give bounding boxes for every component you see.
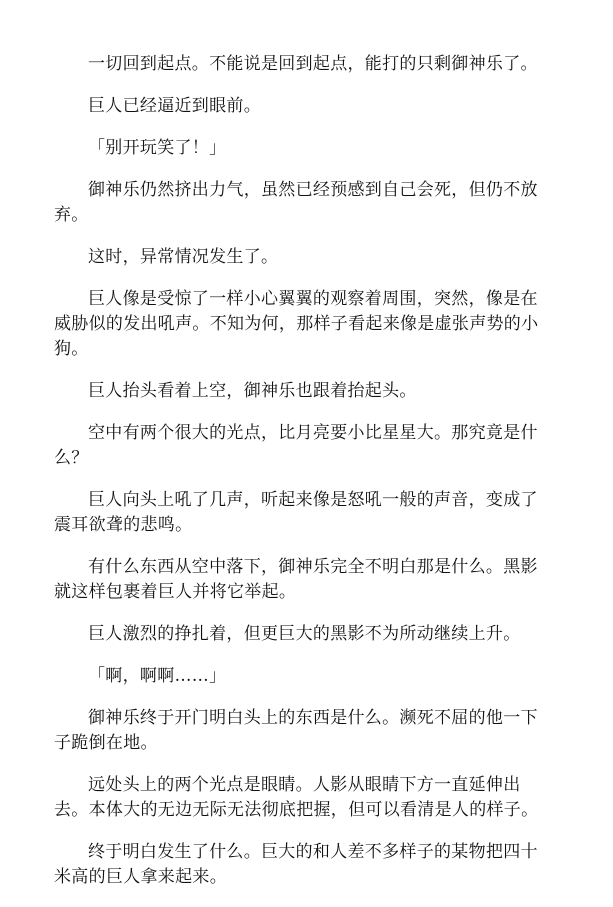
body-text [54,52,554,907]
paragraph: 空中有两个很大的光点，比月亮要小比星星大。那究竟是什么？ [54,423,538,468]
paragraph: 一切回到起点。不能说是回到起点，能打的只剩御神乐了。 [88,54,538,74]
dialogue-paragraph: 「啊，啊啊……」 [88,666,227,686]
paragraph: 有什么东西从空中落下，御神乐完全不明白那是什么。黑影就这样包裹着巨人并将它举起。 [54,557,538,602]
paragraph: 远处头上的两个光点是眼睛。人影从眼睛下方一直延伸出去。本体大的无边无际无法彻底把握，但可以看清是人的样子。 [54,775,539,820]
paragraph: 巨人已经逼近到眼前。 [88,96,261,116]
paragraph: 这时，异常情况发生了。 [88,247,279,267]
paragraph: 巨人抬头看着上空，御神乐也跟着抬起头。 [88,381,417,401]
paragraph: 御神乐仍然挤出力气，虽然已经预感到自己会死，但仍不放弃。 [54,180,538,225]
paragraph: 巨人向头上吼了几声，听起来像是怒吼一般的声音，变成了震耳欲聋的悲鸣。 [54,490,538,535]
paragraph: 御神乐终于开门明白头上的东西是什么。濒死不屈的他一下子跪倒在地。 [54,708,538,753]
dialogue-paragraph: 「别开玩笑了！」 [88,138,227,158]
paragraph: 巨人像是受惊了一样小心翼翼的观察着周围，突然，像是在威胁似的发出吼声。不知为何，那样子看起来像是虚张声势的小狗。 [54,289,539,359]
paragraph: 终于明白发生了什么。巨大的和人差不多样子的某物把四十米高的巨人拿来起来。 [54,842,538,887]
paragraph: 巨人激烈的挣扎着，但更巨大的黑影不为所动继续上升。 [88,624,521,644]
